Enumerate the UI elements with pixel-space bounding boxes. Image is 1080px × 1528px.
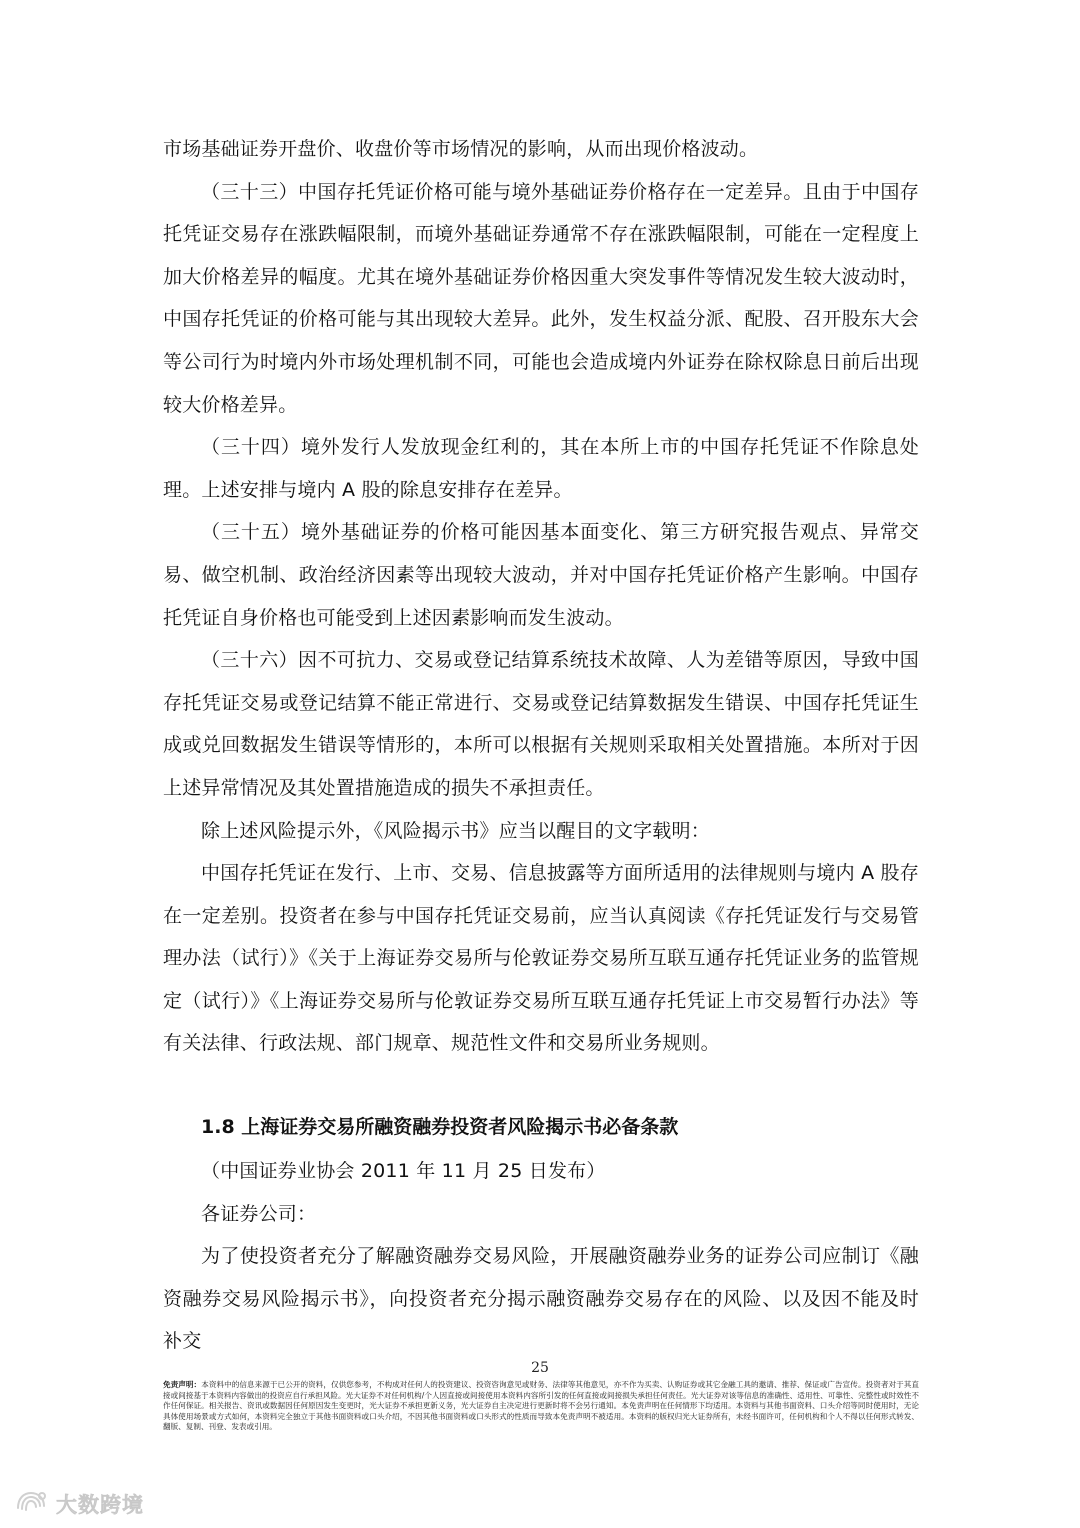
paragraph-notice-body: 中国存托凭证在发行、上市、交易、信息披露等方面所适用的法律规则与境内 A 股存在一定差别。投资者在参与中国存托凭证交易前，应当认真阅读《存托凭证发行与交易管理办法（试行）》《关于上海证券交易所与伦敦证券交易所互联互通存托凭证业务的监管规定（试行）》《上海证券交易所与伦敦证券交易所互联互通存托凭证上市交易暂行办法》等有关法律、行政法规、部门规章、规范性文件和交易所业务规则。 xyxy=(163,862,919,1055)
disclaimer xyxy=(163,1380,919,1433)
watermark-text: 大数跨境 xyxy=(56,1493,144,1517)
section-body xyxy=(163,1150,919,1363)
body-text xyxy=(163,128,919,1065)
paragraph-continuation: 市场基础证券开盘价、收盘价等市场情况的影响，从而出现价格波动。 xyxy=(163,138,759,160)
disclaimer-text: 本资料中的信息来源于已公开的资料，仅供您参考，不构成对任何人的投资建议、投资咨询意见或财务、法律等其他意见，亦不作为买卖、认购证券或其它金融工具的邀请、推荐、保证或广告宣传。投资者对于其直接或间接基于本资料内容做出的投资应自行承担风险。光大证券不对任何机构/个人因直接或间接使用本资料内容所引发的任何直接或间接损失承担任何责任。光大证券对该等信息的准确性、适用性、可靠性、完整性或时效性不作任何保证。相关报告、资讯或数据因任何原因发生变更时，光大证券不承担更新义务，光大证券自主决定进行更新时将不会另行通知。本免责声明在任何情形下均适用。本资料与其他书面资料、口头介绍等同时使用时，无论具体使用场景或方式如何，本资料完全独立于其他书面资料或口头介绍，不因其他书面资料或口头形式的性质而导致本免责声明不被适用。本资料的版权归光大证券所有，未经书面许可，任何机构和个人不得以任何形式转发、翻版、复制、刊登、发表或引用。 xyxy=(163,1380,919,1431)
paragraph-item-35: （三十五）境外基础证券的价格可能因基本面变化、第三方研究报告观点、异常交易、做空机制、政治经济因素等出现较大波动，并对中国存托凭证价格产生影响。中国存托凭证自身价格也可能受到上述因素影响而发生波动。 xyxy=(163,521,919,629)
section-heading: 1.8 上海证券交易所融资融券投资者风险揭示书必备条款 xyxy=(201,1116,679,1138)
watermark xyxy=(14,1488,144,1520)
disclaimer-label: 免责声明： xyxy=(163,1380,202,1389)
paragraph-item-33: （三十三）中国存托凭证价格可能与境外基础证券价格存在一定差异。且由于中国存托凭证交易存在涨跌幅限制，而境外基础证券通常不存在涨跌幅限制，可能在一定程度上加大价格差异的幅度。尤其在境外基础证券价格因重大突发事件等情况发生较大波动时，中国存托凭证的价格可能与其出现较大差异。此外，发生权益分派、配股、召开股东大会等公司行为时境内外市场处理机制不同，可能也会造成境内外证券在除权除息日前后出现较大价格差异。 xyxy=(163,180,919,416)
paragraph-item-34: （三十四）境外发行人发放现金红利的，其在本所上市的中国存托凭证不作除息处理。上述安排与境内 A 股的除息安排存在差异。 xyxy=(163,436,919,501)
section-source: （中国证券业协会 2011 年 11 月 25 日发布） xyxy=(201,1160,606,1182)
section-intro: 为了使投资者充分了解融资融券交易风险，开展融资融券业务的证券公司应制订《融资融券交易风险揭示书》，向投资者充分揭示融资融券交易存在的风险、以及因不能及时补交 xyxy=(163,1245,919,1353)
paragraph-item-36: （三十六）因不可抗力、交易或登记结算系统技术故障、人为差错等原因，导致中国存托凭证交易或登记结算不能正常进行、交易或登记结算数据发生错误、中国存托凭证生成或兑回数据发生错误等情形的，本所可以根据有关规则采取相关处置措施。本所对于因上述异常情况及其处置措施造成的损失不承担责任。 xyxy=(163,649,919,799)
paragraph-notice-intro: 除上述风险提示外，《风险揭示书》应当以醒目的文字载明： xyxy=(201,819,710,842)
page-number: 25 xyxy=(531,1360,549,1376)
fingerprint-logo-icon xyxy=(14,1488,50,1520)
section-salutation: 各证券公司： xyxy=(201,1202,317,1225)
